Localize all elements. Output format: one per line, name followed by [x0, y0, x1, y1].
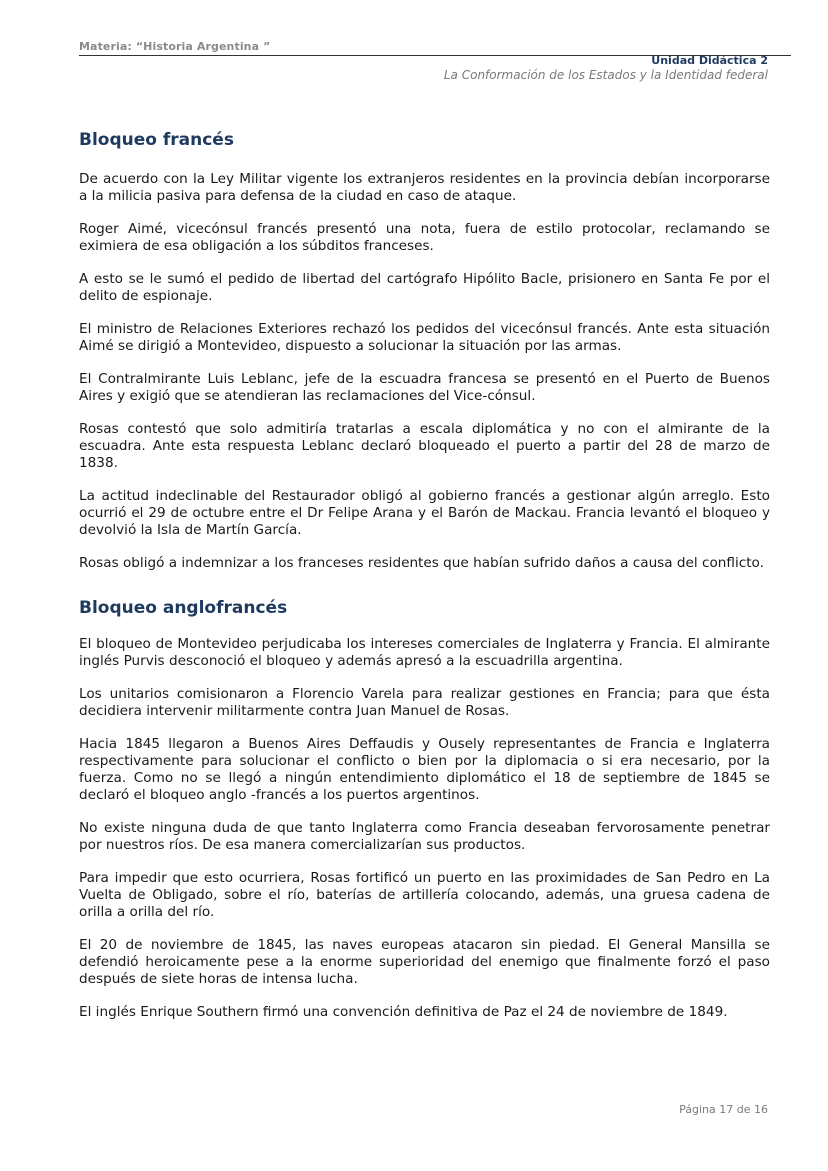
section-title-bloqueo-anglofrances: Bloqueo anglofrancés — [79, 598, 288, 618]
paragraph: No existe ninguna duda de que tanto Inglaterra como Francia deseaban fervorosamente penetrar por nuestros ríos. De esa manera comercializarían sus productos. — [79, 820, 770, 853]
section-title-bloqueo-frances: Bloqueo francés — [79, 130, 234, 150]
paragraph: El ministro de Relaciones Exteriores rechazó los pedidos del vicecónsul francés. Ante esta situación Aimé se dirigió a Montevideo, dispuesto a solucionar la situación por las armas. — [79, 321, 770, 354]
paragraph: El bloqueo de Montevideo perjudicaba los intereses comerciales de Inglaterra y Francia. El almirante inglés Purvis desconoció el bloqueo y además apresó a la escuadrilla argentina. — [79, 636, 770, 669]
paragraph: Hacia 1845 llegaron a Buenos Aires Deffaudis y Ousely representantes de Francia e Inglaterra respectivamente para solucionar el conflicto o bien por la diplomacia o si era necesario, por la fuerza. Como no se llegó a ningún entendimiento diplomático el 18 de septiembre de 1845 se declaró el bloqueo anglo -francés a los puertos argentinos. — [79, 736, 770, 803]
paragraph: Para impedir que esto ocurriera, Rosas fortificó un puerto en las proximidades de San Pedro en La Vuelta de Obligado, sobre el río, baterías de artillería colocando, además, una gruesa cadena de orilla a orilla del río. — [79, 870, 770, 920]
paragraph: El 20 de noviembre de 1845, las naves europeas atacaron sin piedad. El General Mansilla se defendió heroicamente pese a la enorme superioridad del enemigo que finalmente forzó el paso después de siete horas de intensa lucha. — [79, 937, 770, 987]
unit-subtitle: La Conformación de los Estados y la Identidad federal — [443, 68, 768, 82]
subject-header: Materia: “Historia Argentina ” — [79, 40, 271, 53]
paragraph: Los unitarios comisionaron a Florencio Varela para realizar gestiones en Francia; para que ésta decidiera intervenir militarmente contra Juan Manuel de Rosas. — [79, 686, 770, 719]
unit-title: Unidad Didáctica 2 — [651, 54, 768, 67]
paragraph: El Contralmirante Luis Leblanc, jefe de la escuadra francesa se presentó en el Puerto de Buenos Aires y exigió que se atendieran las reclamaciones del Vice-cónsul. — [79, 371, 770, 404]
paragraph: Roger Aimé, vicecónsul francés presentó una nota, fuera de estilo protocolar, reclamando se eximiera de esa obligación a los súbditos franceses. — [79, 221, 770, 254]
paragraph: Rosas obligó a indemnizar a los franceses residentes que habían sufrido daños a causa del conflicto. — [79, 555, 764, 571]
paragraph: Rosas contestó que solo admitiría tratarlas a escala diplomática y no con el almirante de la escuadra. Ante esta respuesta Leblanc declaró bloqueado el puerto a partir del 28 de marzo de 1838. — [79, 421, 770, 471]
page-number: Página 17 de 16 — [679, 1103, 768, 1116]
paragraph: El inglés Enrique Southern firmó una convención definitiva de Paz el 24 de noviembre de 1849. — [79, 1004, 728, 1020]
paragraph: De acuerdo con la Ley Militar vigente los extranjeros residentes en la provincia debían incorporarse a la milicia pasiva para defensa de la ciudad en caso de ataque. — [79, 171, 770, 204]
paragraph: A esto se le sumó el pedido de libertad del cartógrafo Hipólito Bacle, prisionero en Santa Fe por el delito de espionaje. — [79, 271, 770, 304]
document-body — [79, 130, 770, 1037]
paragraph: La actitud indeclinable del Restaurador obligó al gobierno francés a gestionar algún arreglo. Esto ocurrió el 29 de octubre entre el Dr Felipe Arana y el Barón de Mackau. Francia levantó el bloqueo y devolvió la Isla de Martín García. — [79, 488, 770, 538]
